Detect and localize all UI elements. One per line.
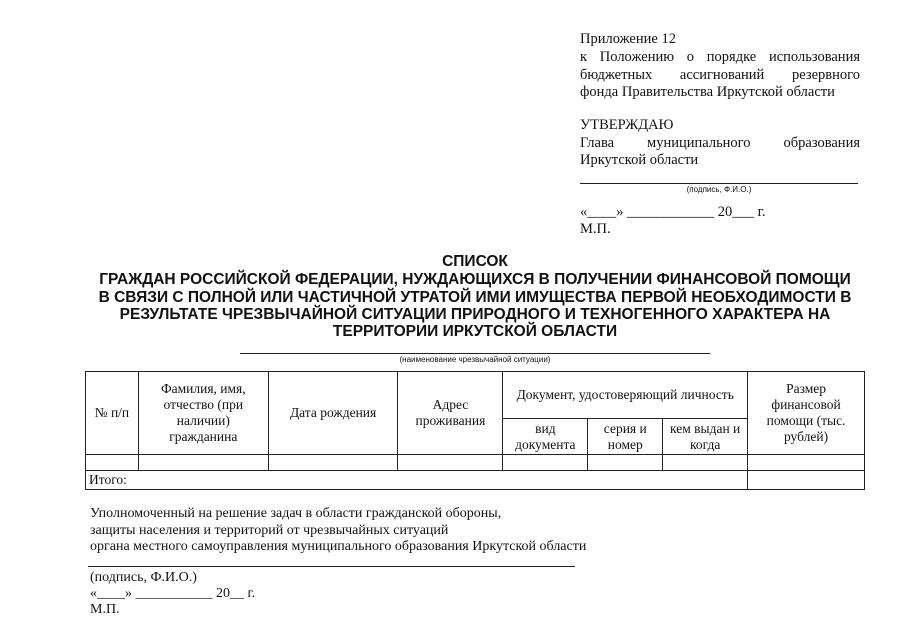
appendix-ref-line3: фонда Правительства Иркутской области [580,84,835,100]
title-line4: РЕЗУЛЬТАТЕ ЧРЕЗВЫЧАЙНОЙ СИТУАЦИИ ПРИРОДНОГО И ТЕХНОГЕННОГО ХАРАКТЕРА НА [119,306,831,323]
authorized-line2: защиты населения и территорий от чрезвычайных ситуаций [90,523,449,538]
cell-empty [86,455,139,471]
cell-empty [748,455,865,471]
cell-empty [588,455,663,471]
title-line5: ТЕРРИТОРИИ ИРКУТСКОЙ ОБЛАСТИ [332,323,618,340]
approve-date-line: «____» ____________ 20___ г. [580,204,766,220]
approve-title: УТВЕРЖДАЮ [580,117,674,133]
authorized-date-line: «____» ___________ 20__ г. [90,586,256,601]
title-line3: В СВЯЗИ С ПОЛНОЙ ИЛИ ЧАСТИЧНОЙ УТРАТОЙ ИМИ ИМУЩЕСТВА ПЕРВОЙ НЕОБХОДИМОСТИ В [98,289,852,306]
header-id-doc: Документ, удостоверяющий личность [503,372,748,419]
appendix-number: Приложение 12 [580,31,676,47]
cell-empty [663,455,748,471]
authorized-line1: Уполномоченный на решение задач в области гражданской обороны, [90,506,502,521]
appendix-ref-line2: бюджетных ассигнований резервного [580,67,860,83]
approve-line1: Глава муниципального образования [580,135,860,151]
header-address: Адрес проживания [398,372,503,455]
header-num: № п/п [86,372,139,455]
table-row [86,455,865,471]
header-issued: кем выдан и когда [663,419,748,455]
header-name: Фамилия, имя, отчество (при наличии) гражданина [138,372,268,455]
total-value [748,471,865,490]
authorized-sign-line [88,566,575,567]
title-line2: ГРАЖДАН РОССИЙСКОЙ ФЕДЕРАЦИИ, НУЖДАЮЩИХСЯ В ПОЛУЧЕНИИ ФИНАНСОВОЙ ПОМОЩИ [99,271,851,288]
header-amount: Размер финансовой помощи (тыс. рублей) [748,372,865,455]
cell-empty [268,455,398,471]
total-row [86,471,865,490]
header-series: серия и номер [588,419,663,455]
approve-sign-caption: (подпись, Ф.И.О.) [686,185,752,194]
citizens-table [85,371,865,490]
cell-empty [138,455,268,471]
situation-line [240,353,710,354]
authorized-sign-caption: (подпись, Ф.И.О.) [90,570,197,585]
approve-stamp: М.П. [580,221,611,237]
total-label: Итого: [86,471,748,490]
header-doc-type: вид документа [503,419,588,455]
header-birth: Дата рождения [268,372,398,455]
cell-empty [398,455,503,471]
approve-sign-line [580,183,858,184]
authorized-stamp: М.П. [90,602,120,617]
cell-empty [503,455,588,471]
authorized-line3: органа местного самоуправления муниципального образования Иркутской области [90,539,587,554]
appendix-ref-line1: к Положению о порядке использования [580,49,860,65]
title-line1: СПИСОК [442,253,508,270]
situation-caption: (наименование чрезвычайной ситуации) [399,355,551,364]
approve-line2: Иркутской области [580,152,699,168]
